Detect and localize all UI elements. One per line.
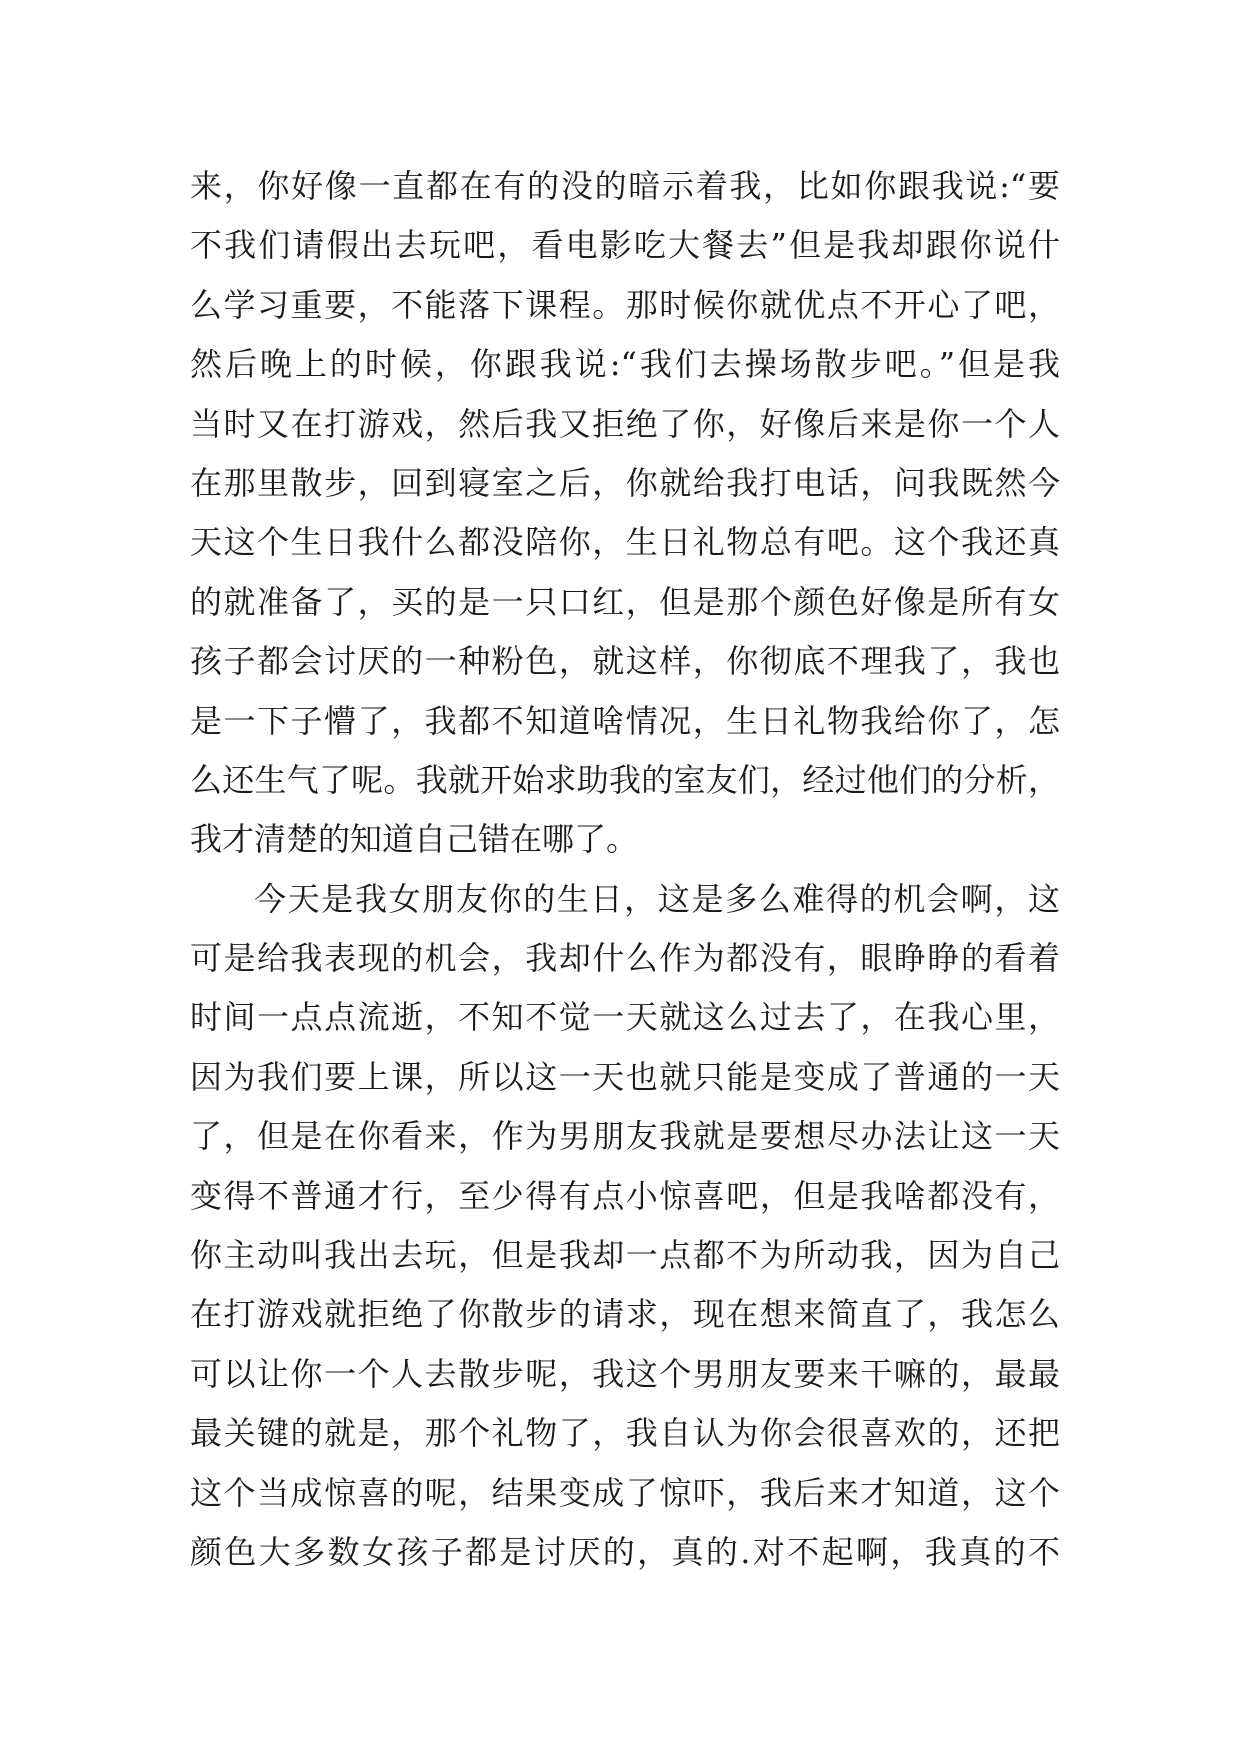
- text-line: 天这个生日我什么都没陪你，生日礼物总有吧。这个我还真: [190, 523, 1060, 562]
- text-line: 么还生气了呢。我就开始求助我的室友们，经过他们的分析，: [190, 760, 1060, 799]
- text-line: 然后晚上的时候，你跟我说:“我们去操场散步吧。”但是我: [190, 345, 1060, 384]
- text-line: 在那里散步，回到寝室之后，你就给我打电话，问我既然今: [190, 463, 1060, 502]
- text-line: 因为我们要上课，所以这一天也就只能是变成了普通的一天: [190, 1057, 1060, 1096]
- body-text: [190, 157, 1060, 1582]
- text-line: 最关键的就是，那个礼物了，我自认为你会很喜欢的，还把: [190, 1414, 1060, 1453]
- text-line: 了，但是在你看来，作为男朋友我就是要想尽办法让这一天: [190, 1117, 1060, 1156]
- text-line: 么学习重要，不能落下课程。那时候你就优点不开心了吧，: [190, 285, 1060, 324]
- text-line: 这个当成惊喜的呢，结果变成了惊吓，我后来才知道，这个: [190, 1473, 1060, 1512]
- text-line: 我才清楚的知道自己错在哪了。: [190, 820, 639, 859]
- text-line: 变得不普通才行，至少得有点小惊喜吧，但是我啥都没有，: [190, 1176, 1060, 1215]
- text-line: 颜色大多数女孩子都是讨厌的，真的.对不起啊，我真的不: [190, 1532, 1060, 1571]
- text-line: 孩子都会讨厌的一种粉色，就这样，你彻底不理我了，我也: [190, 642, 1060, 681]
- text-line: 可以让你一个人去散步呢，我这个男朋友要来干嘛的，最最: [190, 1354, 1060, 1393]
- text-line: 是一下子懵了，我都不知道啥情况，生日礼物我给你了，怎: [190, 701, 1060, 740]
- text-line: 可是给我表现的机会，我却什么作为都没有，眼睁睁的看着: [190, 939, 1060, 978]
- text-line: 当时又在打游戏，然后我又拒绝了你，好像后来是你一个人: [190, 404, 1060, 443]
- text-line: 时间一点点流逝，不知不觉一天就这么过去了，在我心里，: [190, 998, 1060, 1037]
- text-line: 你主动叫我出去玩，但是我却一点都不为所动我，因为自己: [190, 1236, 1060, 1275]
- paragraph-first-line: 今天是我女朋友你的生日，这是多么难得的机会啊，这: [254, 879, 1060, 918]
- text-line: 在打游戏就拒绝了你散步的请求，现在想来简直了，我怎么: [190, 1295, 1060, 1334]
- text-line: 的就准备了，买的是一只口红，但是那个颜色好像是所有女: [190, 582, 1060, 621]
- text-line: 不我们请假出去玩吧，看电影吃大餐去”但是我却跟你说什: [190, 226, 1060, 265]
- text-line: 来，你好像一直都在有的没的暗示着我，比如你跟我说:“要: [190, 167, 1060, 205]
